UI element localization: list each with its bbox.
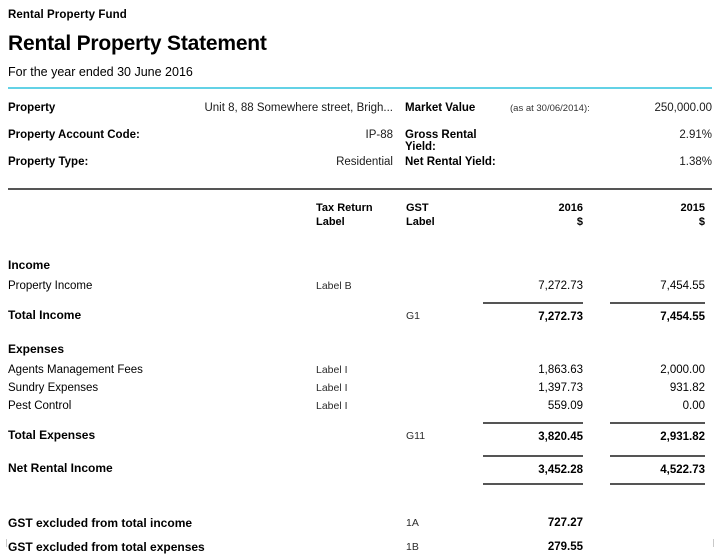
statement-table <box>8 202 712 559</box>
gst-excluded-income-gst-label: 1A <box>406 517 419 529</box>
total-expenses-row <box>8 422 712 448</box>
page-edge-tick-left <box>6 539 7 547</box>
page-edge-tick-right <box>713 539 714 547</box>
page-title: Rental Property Statement <box>8 32 267 55</box>
row-year-2016-value: 7,272.73 <box>538 280 583 292</box>
total-expenses-year-2015: 2,931.82 <box>610 422 705 450</box>
total-income-year-2015: 7,454.55 <box>610 302 705 330</box>
row-year-2015-value: 0.00 <box>682 400 705 412</box>
net-rental-income-year-2015: 4,522.73 <box>610 455 705 485</box>
header-tax-return-label-line2: Label <box>316 215 345 228</box>
net-rental-yield-group <box>393 156 712 168</box>
property-type-value: Residential <box>336 156 393 168</box>
header-tax-return-label <box>316 202 406 229</box>
table-row <box>8 277 712 295</box>
net-rental-yield-label: Net Rental Yield: <box>405 156 496 168</box>
net-rental-income-label: Net Rental Income <box>8 461 113 475</box>
expenses-section-title: Expenses <box>8 342 65 356</box>
total-income-label: Total Income <box>8 308 82 322</box>
header-year-2016 <box>483 202 583 229</box>
property-info-block <box>8 102 712 183</box>
row-tax-label: Label I <box>316 364 348 376</box>
property-label: Property <box>8 102 56 114</box>
gross-rental-yield-label: Gross Rental Yield: <box>405 129 477 153</box>
gross-rental-yield-group <box>393 129 712 153</box>
row-tax-label: Label B <box>316 280 352 292</box>
property-info-row <box>8 156 712 183</box>
row-spacer <box>8 295 712 302</box>
header-gst-label-line2: Label <box>406 215 435 228</box>
header-gst-label <box>406 202 483 229</box>
property-account-code-label: Property Account Code: <box>8 129 140 141</box>
total-expenses-year-2016: 3,820.45 <box>483 422 583 450</box>
property-value: Unit 8, 88 Somewhere street, Brigh... <box>204 102 393 114</box>
table-row <box>8 397 712 415</box>
total-income-year-2016: 7,272.73 <box>483 302 583 330</box>
property-info-left <box>8 156 393 168</box>
header-gst-label-line1: GST <box>406 202 429 214</box>
gst-excluded-expenses-gst-label: 1B <box>406 541 419 553</box>
market-value-amount: 250,000.00 <box>654 102 712 114</box>
header-year-2016-value: 2016 <box>558 202 583 214</box>
section-divider <box>8 188 712 190</box>
property-info-left <box>8 102 393 114</box>
property-info-row <box>8 102 712 129</box>
gst-excluded-expenses-label: GST excluded from total expenses <box>8 540 205 554</box>
gst-excluded-expenses-value: 279.55 <box>547 541 583 553</box>
row-tax-label: Label I <box>316 400 348 412</box>
page-subtitle: For the year ended 30 June 2016 <box>8 65 193 79</box>
fund-name: Rental Property Fund <box>8 9 127 21</box>
income-section-title: Income <box>8 258 51 272</box>
gst-excluded-income-value: 727.27 <box>547 517 583 529</box>
row-spacer <box>8 415 712 422</box>
row-description: Pest Control <box>8 400 72 412</box>
total-income-gst-label: G1 <box>406 310 421 322</box>
gross-rental-yield-value: 2.91% <box>679 129 712 141</box>
row-spacer <box>8 448 712 455</box>
row-description: Agents Management Fees <box>8 364 143 376</box>
property-type-label: Property Type: <box>8 156 89 168</box>
row-year-2016-value: 1,863.63 <box>538 364 583 376</box>
row-description: Property Income <box>8 280 93 292</box>
gst-excluded-expenses-row <box>8 535 712 559</box>
header-year-2015-currency: $ <box>698 215 705 228</box>
header-year-2016-currency: $ <box>576 215 583 228</box>
row-year-2015-value: 931.82 <box>669 382 705 394</box>
property-account-code-value: IP-88 <box>365 129 393 141</box>
row-year-2016-value: 1,397.73 <box>538 382 583 394</box>
market-value-label: Market Value <box>405 102 476 114</box>
net-rental-income-row <box>8 455 712 481</box>
total-income-row <box>8 302 712 328</box>
table-row <box>8 379 712 397</box>
row-description: Sundry Expenses <box>8 382 99 394</box>
market-value-note: (as at 30/06/2014): <box>510 103 590 114</box>
net-rental-income-year-2016: 3,452.28 <box>483 455 583 485</box>
table-header-row <box>8 202 712 244</box>
accent-divider <box>8 87 712 89</box>
row-year-2015-value: 2,000.00 <box>660 364 705 376</box>
row-year-2015-value: 7,454.55 <box>660 280 705 292</box>
row-year-2016-value: 559.09 <box>547 400 583 412</box>
row-tax-label: Label I <box>316 382 348 394</box>
table-row <box>8 361 712 379</box>
net-rental-yield-value: 1.38% <box>679 156 712 168</box>
total-expenses-label: Total Expenses <box>8 428 96 442</box>
total-expenses-gst-label: G11 <box>406 430 426 442</box>
gst-excluded-income-label: GST excluded from total income <box>8 516 193 530</box>
header-year-2015 <box>610 202 705 229</box>
header-year-2015-value: 2015 <box>680 202 705 214</box>
header-tax-return-label-line1: Tax Return <box>316 202 373 214</box>
market-value-group <box>393 102 712 114</box>
section-spacer <box>8 481 712 511</box>
property-info-left <box>8 129 393 141</box>
property-info-row <box>8 129 712 156</box>
gst-excluded-income-row <box>8 511 712 535</box>
